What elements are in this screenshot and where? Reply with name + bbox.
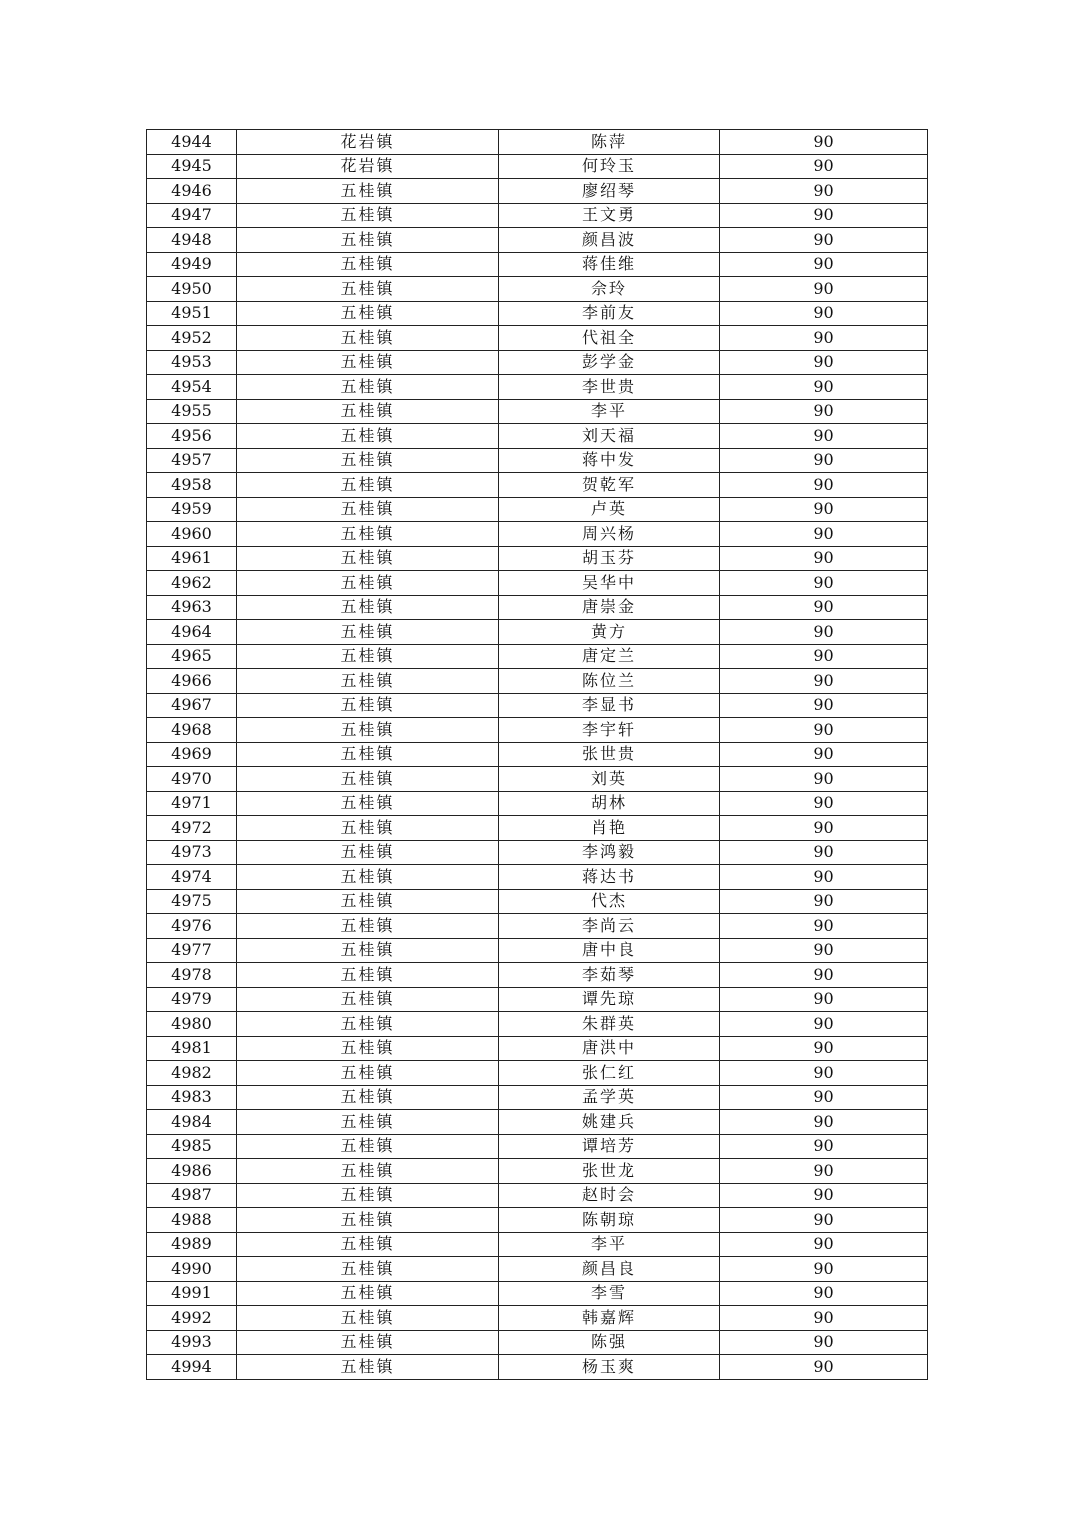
serial-number-cell: 4979 [147,987,237,1012]
score-cell: 90 [720,865,928,890]
serial-number-cell: 4974 [147,865,237,890]
serial-number-cell: 4948 [147,228,237,253]
table-row [147,1036,928,1061]
score-cell: 90 [720,571,928,596]
person-name-cell: 刘天福 [499,424,720,449]
table-row [147,1085,928,1110]
score-cell: 90 [720,889,928,914]
person-name-cell: 李雪 [499,1281,720,1306]
person-name-cell: 姚建兵 [499,1110,720,1135]
serial-number-cell: 4969 [147,742,237,767]
serial-number-cell: 4971 [147,791,237,816]
score-cell: 90 [720,326,928,351]
table-row [147,595,928,620]
person-name-cell: 李鸿毅 [499,840,720,865]
table-row [147,546,928,571]
serial-number-cell: 4965 [147,644,237,669]
serial-number-cell: 4956 [147,424,237,449]
table-row [147,718,928,743]
person-name-cell: 朱群英 [499,1012,720,1037]
score-cell: 90 [720,424,928,449]
table-row [147,154,928,179]
score-cell: 90 [720,963,928,988]
table-row [147,448,928,473]
serial-number-cell: 4992 [147,1306,237,1331]
score-cell: 90 [720,1012,928,1037]
town-cell: 花岩镇 [237,154,499,179]
table-row [147,644,928,669]
score-cell: 90 [720,914,928,939]
score-cell: 90 [720,1110,928,1135]
person-name-cell: 蒋达书 [499,865,720,890]
person-name-cell: 唐洪中 [499,1036,720,1061]
table-row [147,179,928,204]
town-cell: 五桂镇 [237,497,499,522]
serial-number-cell: 4951 [147,301,237,326]
score-cell: 90 [720,816,928,841]
score-cell: 90 [720,522,928,547]
person-name-cell: 杨玉爽 [499,1355,720,1380]
town-cell: 五桂镇 [237,840,499,865]
score-cell: 90 [720,767,928,792]
score-cell: 90 [720,154,928,179]
table-row [147,375,928,400]
table-row [147,399,928,424]
score-cell: 90 [720,350,928,375]
town-cell: 五桂镇 [237,228,499,253]
person-name-cell: 陈强 [499,1330,720,1355]
town-cell: 五桂镇 [237,938,499,963]
score-cell: 90 [720,252,928,277]
table-row [147,620,928,645]
person-name-cell: 蒋中发 [499,448,720,473]
score-cell: 90 [720,742,928,767]
serial-number-cell: 4989 [147,1232,237,1257]
town-cell: 五桂镇 [237,203,499,228]
table-row [147,522,928,547]
serial-number-cell: 4959 [147,497,237,522]
town-cell: 五桂镇 [237,791,499,816]
table-row [147,1061,928,1086]
table-row [147,1012,928,1037]
serial-number-cell: 4976 [147,914,237,939]
score-cell: 90 [720,1232,928,1257]
table-row [147,1330,928,1355]
score-cell: 90 [720,228,928,253]
score-cell: 90 [720,1134,928,1159]
serial-number-cell: 4949 [147,252,237,277]
serial-number-cell: 4950 [147,277,237,302]
table-row [147,1281,928,1306]
table-row [147,228,928,253]
serial-number-cell: 4991 [147,1281,237,1306]
serial-number-cell: 4954 [147,375,237,400]
table-row [147,130,928,155]
town-cell: 五桂镇 [237,595,499,620]
person-name-cell: 吴华中 [499,571,720,596]
serial-number-cell: 4945 [147,154,237,179]
serial-number-cell: 4955 [147,399,237,424]
score-cell: 90 [720,1306,928,1331]
person-name-cell: 陈萍 [499,130,720,155]
person-name-cell: 陈位兰 [499,669,720,694]
table-row [147,473,928,498]
serial-number-cell: 4993 [147,1330,237,1355]
score-cell: 90 [720,203,928,228]
town-cell: 五桂镇 [237,1330,499,1355]
table-row [147,1355,928,1380]
serial-number-cell: 4952 [147,326,237,351]
person-name-cell: 代祖全 [499,326,720,351]
serial-number-cell: 4968 [147,718,237,743]
serial-number-cell: 4972 [147,816,237,841]
person-name-cell: 蒋佳维 [499,252,720,277]
table-row [147,889,928,914]
person-name-cell: 谭培芳 [499,1134,720,1159]
score-cell: 90 [720,473,928,498]
serial-number-cell: 4984 [147,1110,237,1135]
town-cell: 五桂镇 [237,693,499,718]
table-row [147,350,928,375]
serial-number-cell: 4985 [147,1134,237,1159]
table-row [147,914,928,939]
person-name-cell: 孟学英 [499,1085,720,1110]
person-name-cell: 赵时会 [499,1183,720,1208]
town-cell: 五桂镇 [237,1012,499,1037]
town-cell: 五桂镇 [237,816,499,841]
person-name-cell: 颜昌波 [499,228,720,253]
town-cell: 五桂镇 [237,375,499,400]
town-cell: 五桂镇 [237,350,499,375]
person-name-cell: 李世贵 [499,375,720,400]
serial-number-cell: 4994 [147,1355,237,1380]
town-cell: 五桂镇 [237,1306,499,1331]
town-cell: 五桂镇 [237,669,499,694]
serial-number-cell: 4944 [147,130,237,155]
person-name-cell: 代杰 [499,889,720,914]
table-body [147,130,928,1380]
table-row [147,1110,928,1135]
town-cell: 五桂镇 [237,399,499,424]
table-row [147,277,928,302]
serial-number-cell: 4962 [147,571,237,596]
table-row [147,571,928,596]
table-row [147,497,928,522]
score-cell: 90 [720,718,928,743]
town-cell: 五桂镇 [237,1232,499,1257]
person-name-cell: 肖艳 [499,816,720,841]
score-cell: 90 [720,987,928,1012]
person-name-cell: 唐中良 [499,938,720,963]
score-cell: 90 [720,938,928,963]
score-cell: 90 [720,1355,928,1380]
score-cell: 90 [720,179,928,204]
score-cell: 90 [720,1061,928,1086]
serial-number-cell: 4986 [147,1159,237,1184]
score-cell: 90 [720,1257,928,1282]
person-name-cell: 李茹琴 [499,963,720,988]
person-name-cell: 胡林 [499,791,720,816]
town-cell: 五桂镇 [237,767,499,792]
table-row [147,301,928,326]
score-cell: 90 [720,497,928,522]
town-cell: 五桂镇 [237,1110,499,1135]
table-row [147,963,928,988]
town-cell: 五桂镇 [237,1183,499,1208]
serial-number-cell: 4988 [147,1208,237,1233]
town-cell: 五桂镇 [237,1159,499,1184]
table-row [147,767,928,792]
town-cell: 五桂镇 [237,522,499,547]
score-cell: 90 [720,1281,928,1306]
score-cell: 90 [720,1183,928,1208]
score-cell: 90 [720,669,928,694]
score-cell: 90 [720,1036,928,1061]
serial-number-cell: 4946 [147,179,237,204]
person-name-cell: 李平 [499,1232,720,1257]
town-cell: 五桂镇 [237,1134,499,1159]
town-cell: 五桂镇 [237,889,499,914]
table-row [147,1306,928,1331]
table-row [147,1159,928,1184]
town-cell: 五桂镇 [237,644,499,669]
person-name-cell: 李宇轩 [499,718,720,743]
person-name-cell: 黄方 [499,620,720,645]
serial-number-cell: 4957 [147,448,237,473]
table-row [147,669,928,694]
table-row [147,816,928,841]
table-row [147,865,928,890]
person-name-cell: 唐崇金 [499,595,720,620]
town-cell: 五桂镇 [237,571,499,596]
town-cell: 五桂镇 [237,252,499,277]
table-row [147,203,928,228]
table-row [147,1134,928,1159]
table-row [147,1183,928,1208]
person-name-cell: 唐定兰 [499,644,720,669]
person-name-cell: 佘玲 [499,277,720,302]
person-name-cell: 谭先琼 [499,987,720,1012]
town-cell: 五桂镇 [237,424,499,449]
town-cell: 五桂镇 [237,742,499,767]
table-row [147,693,928,718]
score-cell: 90 [720,693,928,718]
serial-number-cell: 4953 [147,350,237,375]
score-cell: 90 [720,1208,928,1233]
score-cell: 90 [720,620,928,645]
data-table [146,129,928,1380]
serial-number-cell: 4961 [147,546,237,571]
serial-number-cell: 4990 [147,1257,237,1282]
table-row [147,938,928,963]
town-cell: 五桂镇 [237,546,499,571]
score-cell: 90 [720,448,928,473]
score-cell: 90 [720,546,928,571]
town-cell: 五桂镇 [237,963,499,988]
score-cell: 90 [720,399,928,424]
person-name-cell: 陈朝琼 [499,1208,720,1233]
table-row [147,840,928,865]
person-name-cell: 李前友 [499,301,720,326]
serial-number-cell: 4983 [147,1085,237,1110]
serial-number-cell: 4975 [147,889,237,914]
serial-number-cell: 4963 [147,595,237,620]
score-cell: 90 [720,840,928,865]
table-row [147,1232,928,1257]
town-cell: 五桂镇 [237,448,499,473]
score-cell: 90 [720,1159,928,1184]
town-cell: 五桂镇 [237,620,499,645]
town-cell: 花岩镇 [237,130,499,155]
serial-number-cell: 4980 [147,1012,237,1037]
table-row [147,987,928,1012]
town-cell: 五桂镇 [237,1036,499,1061]
serial-number-cell: 4966 [147,669,237,694]
person-name-cell: 卢英 [499,497,720,522]
person-name-cell: 刘英 [499,767,720,792]
score-cell: 90 [720,644,928,669]
town-cell: 五桂镇 [237,1355,499,1380]
table-row [147,1208,928,1233]
town-cell: 五桂镇 [237,1085,499,1110]
serial-number-cell: 4947 [147,203,237,228]
serial-number-cell: 4981 [147,1036,237,1061]
town-cell: 五桂镇 [237,277,499,302]
town-cell: 五桂镇 [237,987,499,1012]
score-cell: 90 [720,791,928,816]
serial-number-cell: 4977 [147,938,237,963]
person-name-cell: 张世贵 [499,742,720,767]
table-row [147,1257,928,1282]
town-cell: 五桂镇 [237,1281,499,1306]
serial-number-cell: 4973 [147,840,237,865]
serial-number-cell: 4970 [147,767,237,792]
serial-number-cell: 4967 [147,693,237,718]
person-name-cell: 王文勇 [499,203,720,228]
town-cell: 五桂镇 [237,473,499,498]
person-name-cell: 颜昌良 [499,1257,720,1282]
town-cell: 五桂镇 [237,1257,499,1282]
serial-number-cell: 4982 [147,1061,237,1086]
person-name-cell: 胡玉芬 [499,546,720,571]
person-name-cell: 李尚云 [499,914,720,939]
town-cell: 五桂镇 [237,914,499,939]
score-cell: 90 [720,130,928,155]
score-cell: 90 [720,277,928,302]
score-cell: 90 [720,1330,928,1355]
person-name-cell: 张世龙 [499,1159,720,1184]
person-name-cell: 张仁红 [499,1061,720,1086]
town-cell: 五桂镇 [237,179,499,204]
score-cell: 90 [720,301,928,326]
score-cell: 90 [720,375,928,400]
person-name-cell: 周兴杨 [499,522,720,547]
serial-number-cell: 4978 [147,963,237,988]
town-cell: 五桂镇 [237,326,499,351]
serial-number-cell: 4964 [147,620,237,645]
person-name-cell: 李平 [499,399,720,424]
table-row [147,326,928,351]
score-cell: 90 [720,1085,928,1110]
table-row [147,791,928,816]
serial-number-cell: 4958 [147,473,237,498]
serial-number-cell: 4960 [147,522,237,547]
town-cell: 五桂镇 [237,1061,499,1086]
town-cell: 五桂镇 [237,301,499,326]
town-cell: 五桂镇 [237,1208,499,1233]
town-cell: 五桂镇 [237,718,499,743]
person-name-cell: 廖绍琴 [499,179,720,204]
serial-number-cell: 4987 [147,1183,237,1208]
person-name-cell: 何玲玉 [499,154,720,179]
person-name-cell: 李显书 [499,693,720,718]
town-cell: 五桂镇 [237,865,499,890]
table-row [147,252,928,277]
table-row [147,742,928,767]
person-name-cell: 彭学金 [499,350,720,375]
person-name-cell: 韩嘉辉 [499,1306,720,1331]
table-row [147,424,928,449]
person-name-cell: 贺乾军 [499,473,720,498]
score-cell: 90 [720,595,928,620]
